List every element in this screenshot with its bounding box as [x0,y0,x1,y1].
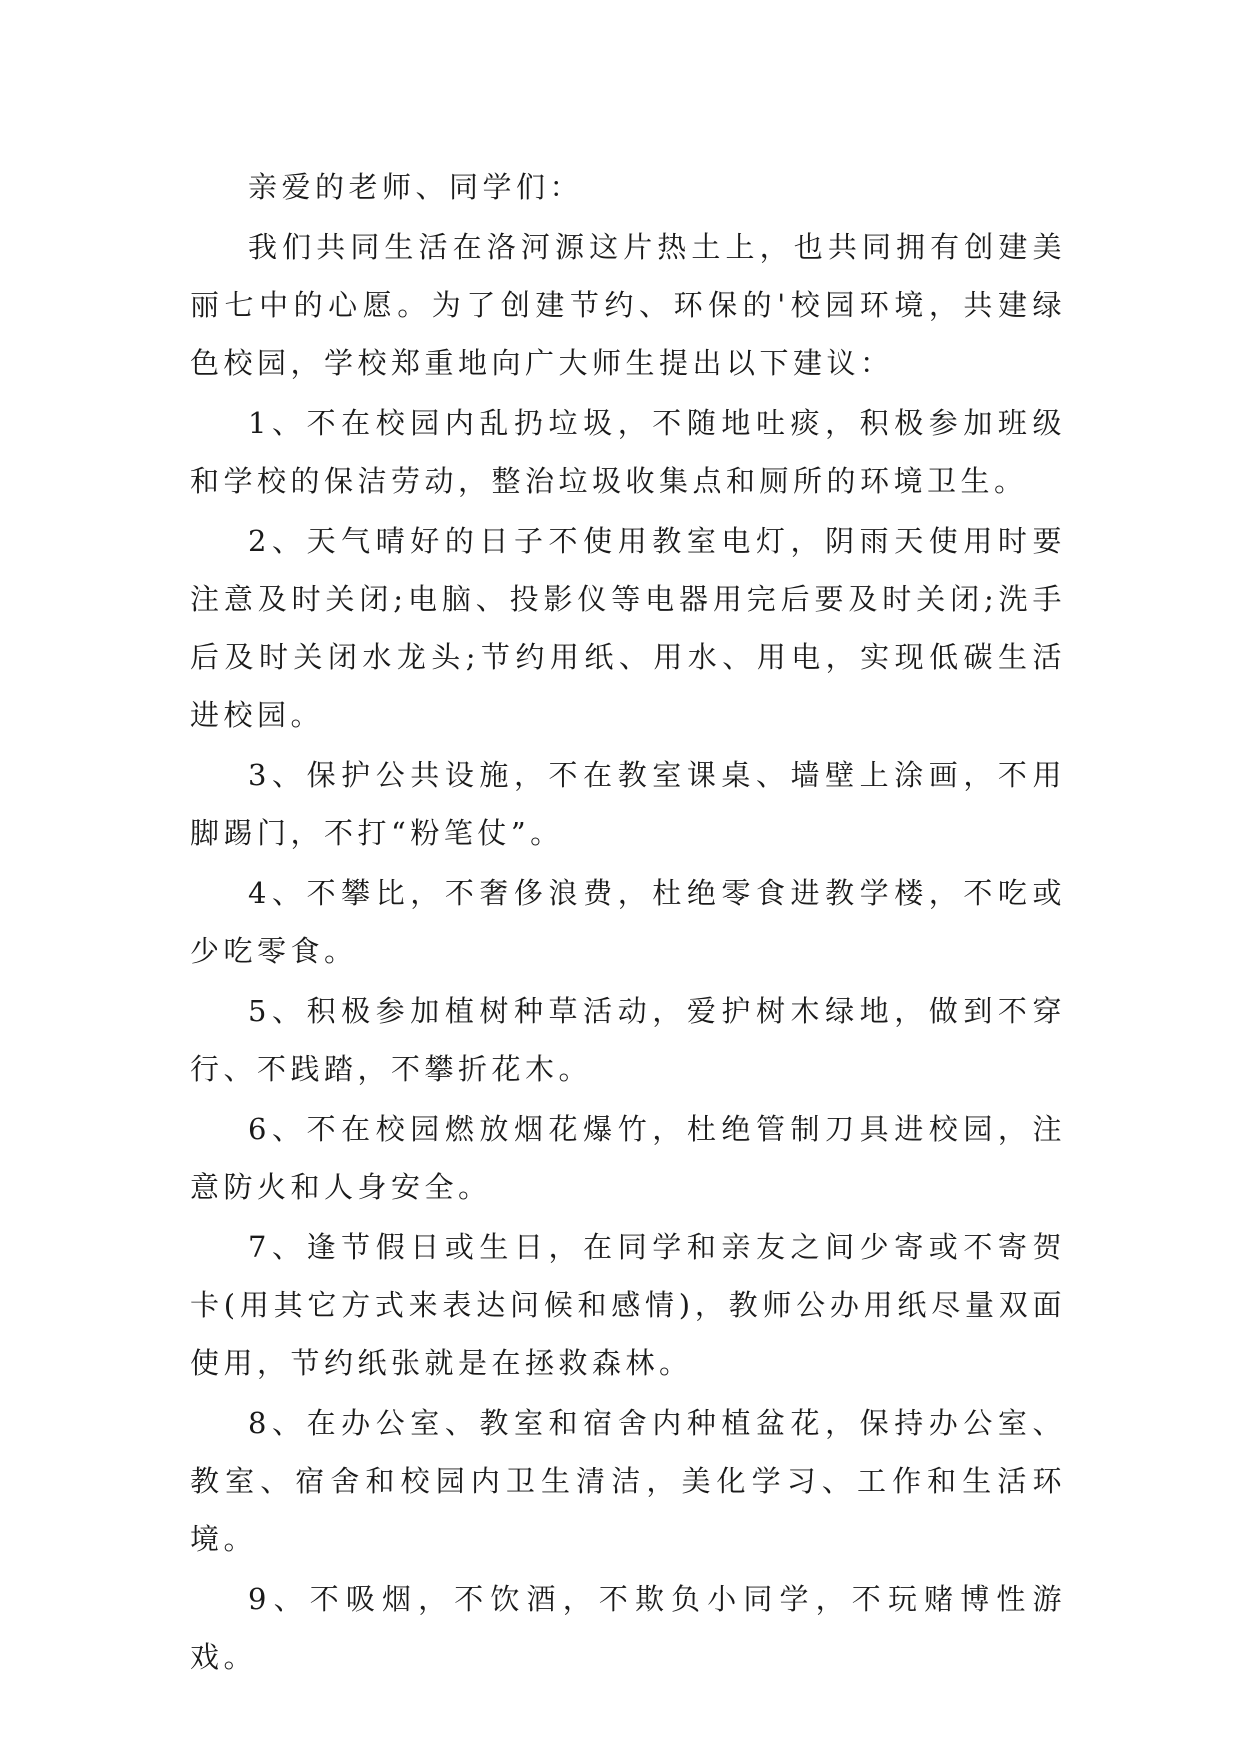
greeting: 亲爱的老师、同学们： [248,170,584,204]
proposal-item-2: 2、天气晴好的日子不使用教室电灯，阴雨天使用时要注意及时关闭;电脑、投影仪等电器用完后要及时关闭;洗手后及时关闭水龙头;节约用纸、用水、用电，实现低碳生活进校园。 [190,524,1066,732]
proposal-item-9: 9、不吸烟，不饮酒，不欺负小同学，不玩赌博性游戏。 [190,1582,1066,1674]
intro-paragraph: 我们共同生活在洛河源这片热土上，也共同拥有创建美丽七中的心愿。为了创建节约、环保的'校园环境，共建绿色校园，学校郑重地向广大师生提出以下建议： [190,230,1066,380]
proposal-item-3: 3、保护公共设施，不在教室课桌、墙壁上涂画，不用脚踢门，不打“粉笔仗”。 [190,758,1066,850]
proposal-item-5: 5、积极参加植树种草活动，爱护树木绿地，做到不穿行、不践踏，不攀折花木。 [190,994,1066,1086]
proposal-item-1: 1、不在校园内乱扔垃圾，不随地吐痰，积极参加班级和学校的保洁劳动，整治垃圾收集点和厕所的环境卫生。 [190,406,1066,498]
document-body [190,158,1066,1686]
proposal-item-7: 7、逢节假日或生日，在同学和亲友之间少寄或不寄贺卡(用其它方式来表达问候和感情)，教师公办用纸尽量双面使用，节约纸张就是在拯救森林。 [190,1230,1066,1380]
proposal-item-4: 4、不攀比，不奢侈浪费，杜绝零食进教学楼，不吃或少吃零食。 [190,876,1066,968]
proposal-item-6: 6、不在校园燃放烟花爆竹，杜绝管制刀具进校园，注意防火和人身安全。 [190,1112,1066,1204]
proposal-item-8: 8、在办公室、教室和宿舍内种植盆花，保持办公室、教室、宿舍和校园内卫生清洁，美化学习、工作和生活环境。 [190,1406,1066,1556]
